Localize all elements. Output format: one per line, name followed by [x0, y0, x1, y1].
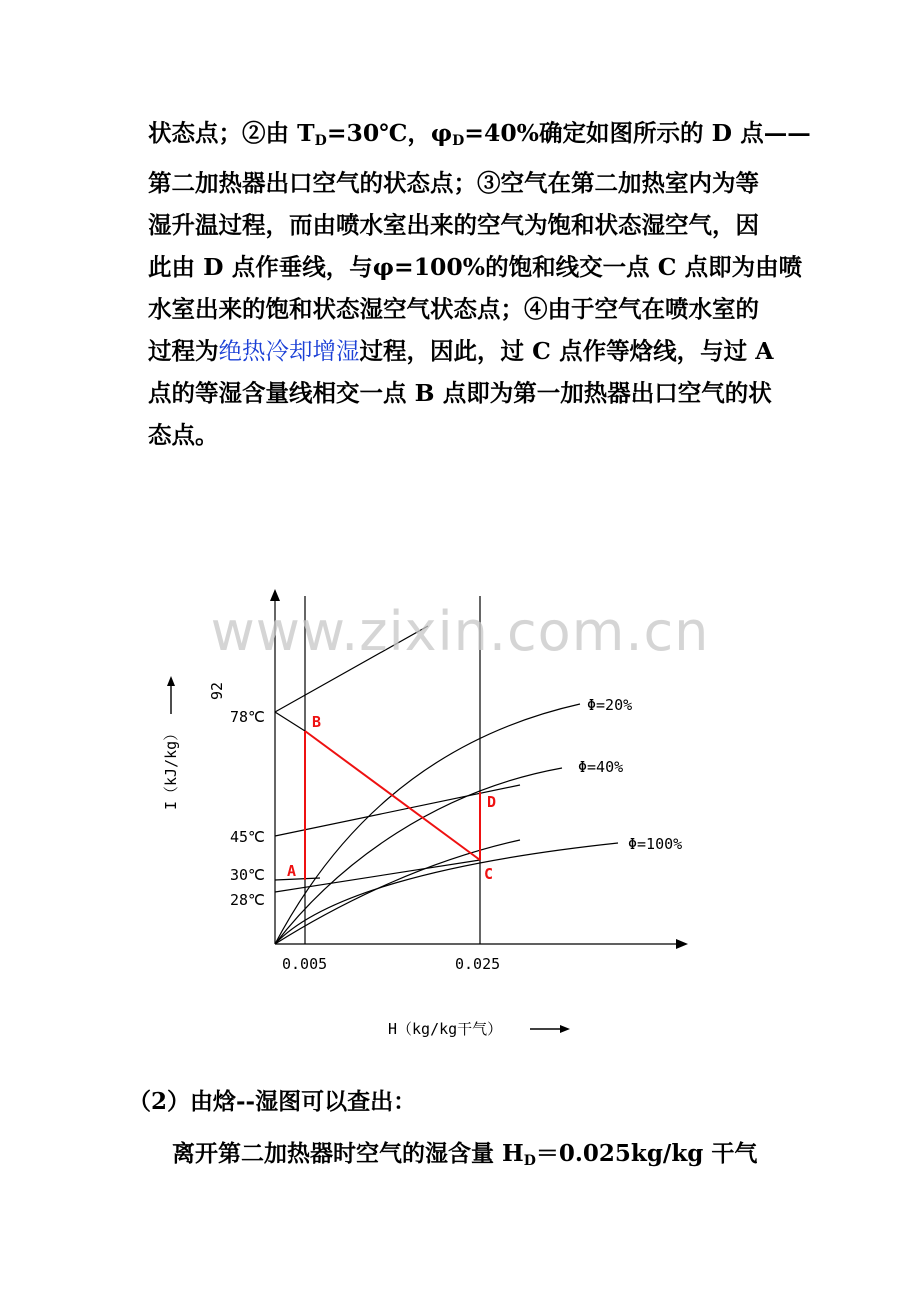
y-92-label: 92	[208, 681, 226, 700]
subscript: D	[523, 1153, 536, 1169]
phi20-label: Φ=20%	[587, 696, 633, 714]
watermark: www.zixin.com.cn	[210, 600, 710, 663]
text-run: ＝0.025kg/kg 干气	[535, 1140, 758, 1167]
para-line-7: 点的等湿含量线相交一点 B 点即为第一加热器出口空气的状	[148, 379, 772, 407]
t78-label: 78℃	[230, 708, 265, 726]
x-tick-0025: 0.025	[455, 955, 501, 973]
curve-extra	[275, 840, 520, 944]
t45-label: 45℃	[230, 828, 265, 846]
text-run: 状态点；②由 T	[148, 119, 315, 147]
y-label-arrowhead	[167, 676, 175, 686]
point-c-label: C	[484, 865, 494, 883]
text-run: 离开第二加热器时空气的湿含量 H	[172, 1140, 524, 1167]
point-b-label: B	[312, 713, 322, 731]
x-axis-arrow	[676, 939, 688, 949]
point-a-label: A	[287, 862, 297, 880]
subscript: D	[314, 133, 327, 149]
para-line-4: 此由 D 点作垂线，与φ=100%的饱和线交一点 C 点即为由喷	[148, 253, 803, 281]
iso-enthalpy-30	[275, 878, 320, 880]
x-axis-label: H（kg/kg干气）	[388, 1020, 503, 1038]
t30-label: 30℃	[230, 866, 265, 884]
process-bc	[305, 731, 480, 860]
para-line-3: 湿升温过程，而由喷水室出来的空气为饱和状态湿空气，因	[148, 211, 759, 239]
text-run: 过程为	[148, 337, 219, 365]
text-run: 过程，因此，过 C 点作等焓线，与过 A	[359, 337, 774, 365]
section-2-line	[172, 1135, 757, 1169]
term-link[interactable]: 绝热冷却增湿	[218, 337, 360, 365]
t28-label: 28℃	[230, 891, 265, 909]
x-label-arrowhead	[560, 1025, 570, 1033]
subscript: D	[452, 133, 465, 149]
y-axis-label: I（kJ/kg）	[162, 725, 180, 810]
text-run: =30℃，φ	[326, 119, 453, 147]
para-line-2: 第二加热器出口空气的状态点；③空气在第二加热室内为等	[148, 169, 759, 197]
curve-phi-100	[275, 843, 618, 944]
iso-enthalpy-45	[275, 785, 520, 836]
point-d-label: D	[487, 793, 497, 811]
text-run: =40%确定如图所示的 D 点——	[464, 119, 811, 147]
phi100-label: Φ=100%	[628, 835, 683, 853]
iso-enthalpy-78	[275, 712, 305, 731]
para-line-8: 态点。	[148, 421, 219, 449]
para-line-5: 水室出来的饱和状态湿空气状态点；④由于空气在喷水室的	[148, 295, 759, 323]
section-2-heading: （2）由焓--湿图可以查出：	[128, 1088, 417, 1115]
x-tick-0005: 0.005	[282, 955, 328, 973]
curve-phi-20	[275, 704, 580, 944]
phi40-label: Φ=40%	[578, 758, 624, 776]
